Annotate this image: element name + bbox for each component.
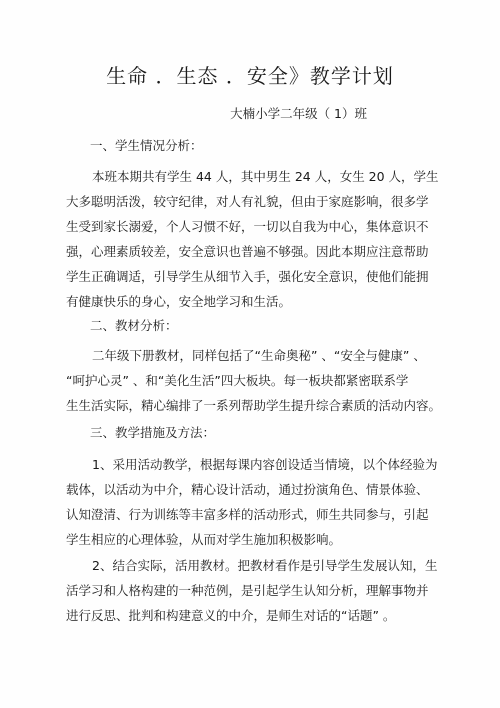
paragraph-line: 大多聪明活泼，较守纪律，对人有礼貌，但由于家庭影响，很多学 xyxy=(66,194,429,209)
section-heading-textbook-analysis: 二、教材分析： xyxy=(90,318,178,333)
paragraph-line: 二年级下册教材，同样包括了“生命奥秘” 、“安全与健康” 、 xyxy=(92,348,426,363)
paragraph-line: 有健康快乐的身心，安全地学习和生活。 xyxy=(66,294,292,309)
paragraph-line: 2、结合实际，活用教材。把教材看作是引导学生发展认知，生 xyxy=(92,558,438,573)
document-title: 生命 ．生态 ．安全》教学计划 xyxy=(106,64,394,88)
paragraph-line: “呵护心灵” 、和“美化生活”四大板块。每一板块都紧密联系学 xyxy=(66,373,409,388)
paragraph-student-analysis xyxy=(66,164,438,314)
paragraph-textbook-analysis xyxy=(66,343,442,418)
paragraph-method-1 xyxy=(66,452,438,552)
paragraph-line: 载体，以活动为中介，精心设计活动，通过扮演角色、情景体验、 xyxy=(66,482,429,497)
paragraph-line: 1、采用活动教学，根据每课内容创设适当情境，以个体经验为 xyxy=(92,457,438,472)
class-name: 大楠小学二年级（ 1）班 xyxy=(230,106,367,121)
section-heading-teaching-methods: 三、教学措施及方法： xyxy=(90,425,216,440)
paragraph-line: 进行反思、批判和构建意义的中介，是师生对话的“话题” 。 xyxy=(66,608,396,623)
paragraph-method-2 xyxy=(66,553,438,628)
paragraph-line: 活学习和人格构建的一种范例，是引起学生认知分析，理解事物并 xyxy=(66,583,429,598)
paragraph-line: 生受到家长溺爱，个人习惯不好，一切以自我为中心，集体意识不 xyxy=(66,219,429,234)
paragraph-line: 生生活实际，精心编排了一系列帮助学生提升综合素质的活动内容。 xyxy=(66,398,442,413)
paragraph-line: 强，心理素质较差，安全意识也普遍不够强。因此本期应注意帮助 xyxy=(66,244,429,259)
paragraph-line: 学生相应的心理体验，从而对学生施加积极影响。 xyxy=(66,532,342,547)
section-heading-student-analysis: 一、学生情况分析： xyxy=(90,138,203,153)
paragraph-line: 学生正确调适，引导学生从细节入手，强化安全意识，使他们能拥 xyxy=(66,269,429,284)
paragraph-line: 认知澄清、行为训练等丰富多样的活动形式，师生共同参与，引起 xyxy=(66,507,429,522)
paragraph-line: 本班本期共有学生 44 人，其中男生 24 人，女生 20 人，学生 xyxy=(92,169,439,184)
